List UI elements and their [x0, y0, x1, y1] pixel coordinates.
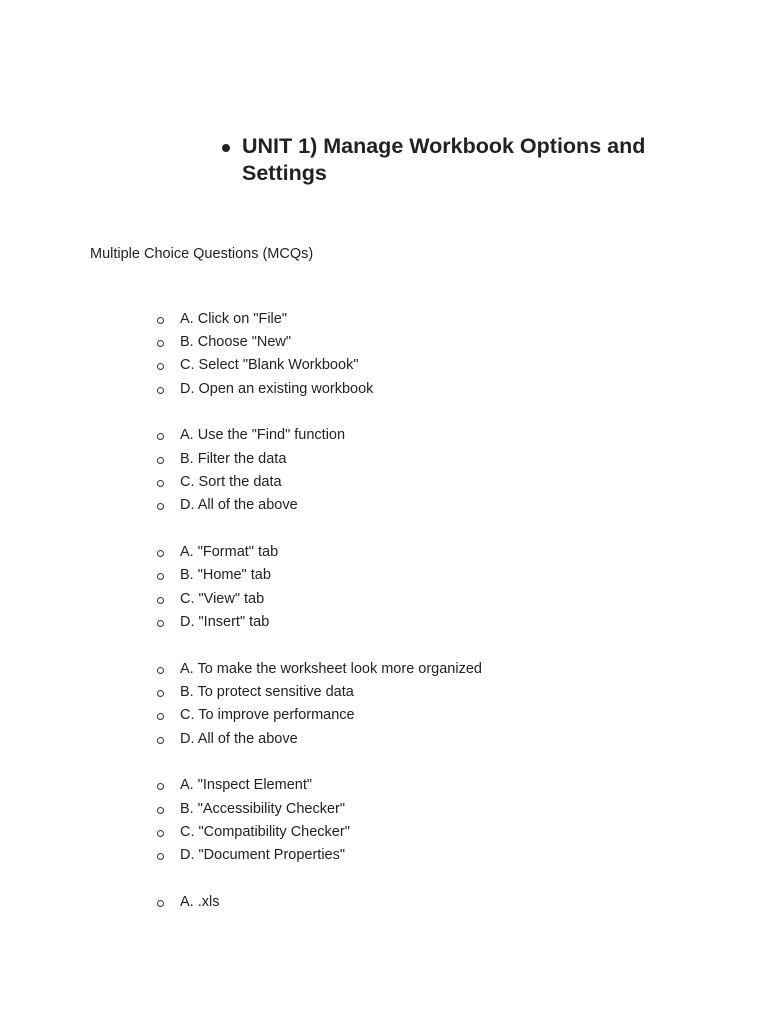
- circle-bullet-icon: [157, 387, 164, 394]
- circle-bullet-icon: [157, 807, 164, 814]
- option-item: [157, 890, 717, 913]
- option-text: B. Filter the data: [180, 450, 287, 467]
- circle-bullet-icon: [157, 667, 164, 674]
- circle-bullet-icon: [157, 620, 164, 627]
- circle-bullet-icon: [157, 317, 164, 324]
- circle-bullet-icon: [157, 597, 164, 604]
- unit-heading: [222, 133, 722, 187]
- circle-bullet-icon: [157, 713, 164, 720]
- option-group: [157, 890, 717, 913]
- option-group: [157, 424, 717, 517]
- unit-heading-text: UNIT 1) Manage Workbook Options and Settings: [242, 134, 646, 185]
- option-group: [157, 540, 717, 633]
- circle-bullet-icon: [157, 550, 164, 557]
- option-text: B. "Accessibility Checker": [180, 800, 346, 817]
- option-text: D. All of the above: [180, 497, 298, 514]
- option-text: C. "View" tab: [180, 590, 265, 607]
- question-groups: [157, 307, 717, 937]
- option-item: [157, 377, 717, 400]
- option-item: [157, 540, 717, 563]
- option-item: [157, 470, 717, 493]
- option-text: A. Click on "File": [180, 310, 287, 327]
- option-item: [157, 774, 717, 797]
- option-text: A. "Inspect Element": [180, 777, 312, 794]
- circle-bullet-icon: [157, 363, 164, 370]
- disc-bullet-icon: [222, 144, 230, 152]
- option-item: [157, 680, 717, 703]
- option-text: B. Choose "New": [180, 333, 292, 350]
- option-item: [157, 330, 717, 353]
- circle-bullet-icon: [157, 503, 164, 510]
- option-text: A. Use the "Find" function: [180, 427, 346, 444]
- option-item: [157, 447, 717, 470]
- option-item: [157, 727, 717, 750]
- option-item: [157, 657, 717, 680]
- option-item: [157, 704, 717, 727]
- circle-bullet-icon: [157, 737, 164, 744]
- option-item: [157, 820, 717, 843]
- option-item: [157, 610, 717, 633]
- option-group: [157, 774, 717, 867]
- option-text: B. "Home" tab: [180, 567, 271, 584]
- circle-bullet-icon: [157, 853, 164, 860]
- option-text: B. To protect sensitive data: [180, 684, 354, 700]
- option-text: C. "Compatibility Checker": [180, 823, 350, 840]
- option-item: [157, 844, 717, 867]
- option-text: D. "Document Properties": [180, 847, 346, 864]
- option-text: D. Open an existing workbook: [180, 380, 374, 397]
- option-item: [157, 307, 717, 330]
- circle-bullet-icon: [157, 830, 164, 837]
- circle-bullet-icon: [157, 573, 164, 580]
- circle-bullet-icon: [157, 783, 164, 790]
- option-item: [157, 564, 717, 587]
- option-text: D. All of the above: [180, 730, 298, 747]
- circle-bullet-icon: [157, 900, 164, 907]
- circle-bullet-icon: [157, 480, 164, 487]
- option-group: [157, 657, 717, 750]
- option-text: C. To improve performance: [180, 707, 355, 724]
- option-text: D. "Insert" tab: [180, 613, 270, 630]
- circle-bullet-icon: [157, 433, 164, 440]
- option-text: C. Sort the data: [180, 473, 282, 490]
- option-item: [157, 494, 717, 517]
- option-text: A. To make the worksheet look more organized: [180, 660, 482, 677]
- option-item: [157, 587, 717, 610]
- option-group: [157, 307, 717, 400]
- option-text: A. "Format" tab: [180, 544, 279, 561]
- option-text: A. .xls: [180, 894, 220, 911]
- circle-bullet-icon: [157, 457, 164, 464]
- option-item: [157, 797, 717, 820]
- option-text: C. Select "Blank Workbook": [180, 357, 359, 374]
- option-item: [157, 354, 717, 377]
- circle-bullet-icon: [157, 340, 164, 347]
- option-item: [157, 424, 717, 447]
- circle-bullet-icon: [157, 690, 164, 697]
- section-intro: Multiple Choice Questions (MCQs): [90, 246, 314, 262]
